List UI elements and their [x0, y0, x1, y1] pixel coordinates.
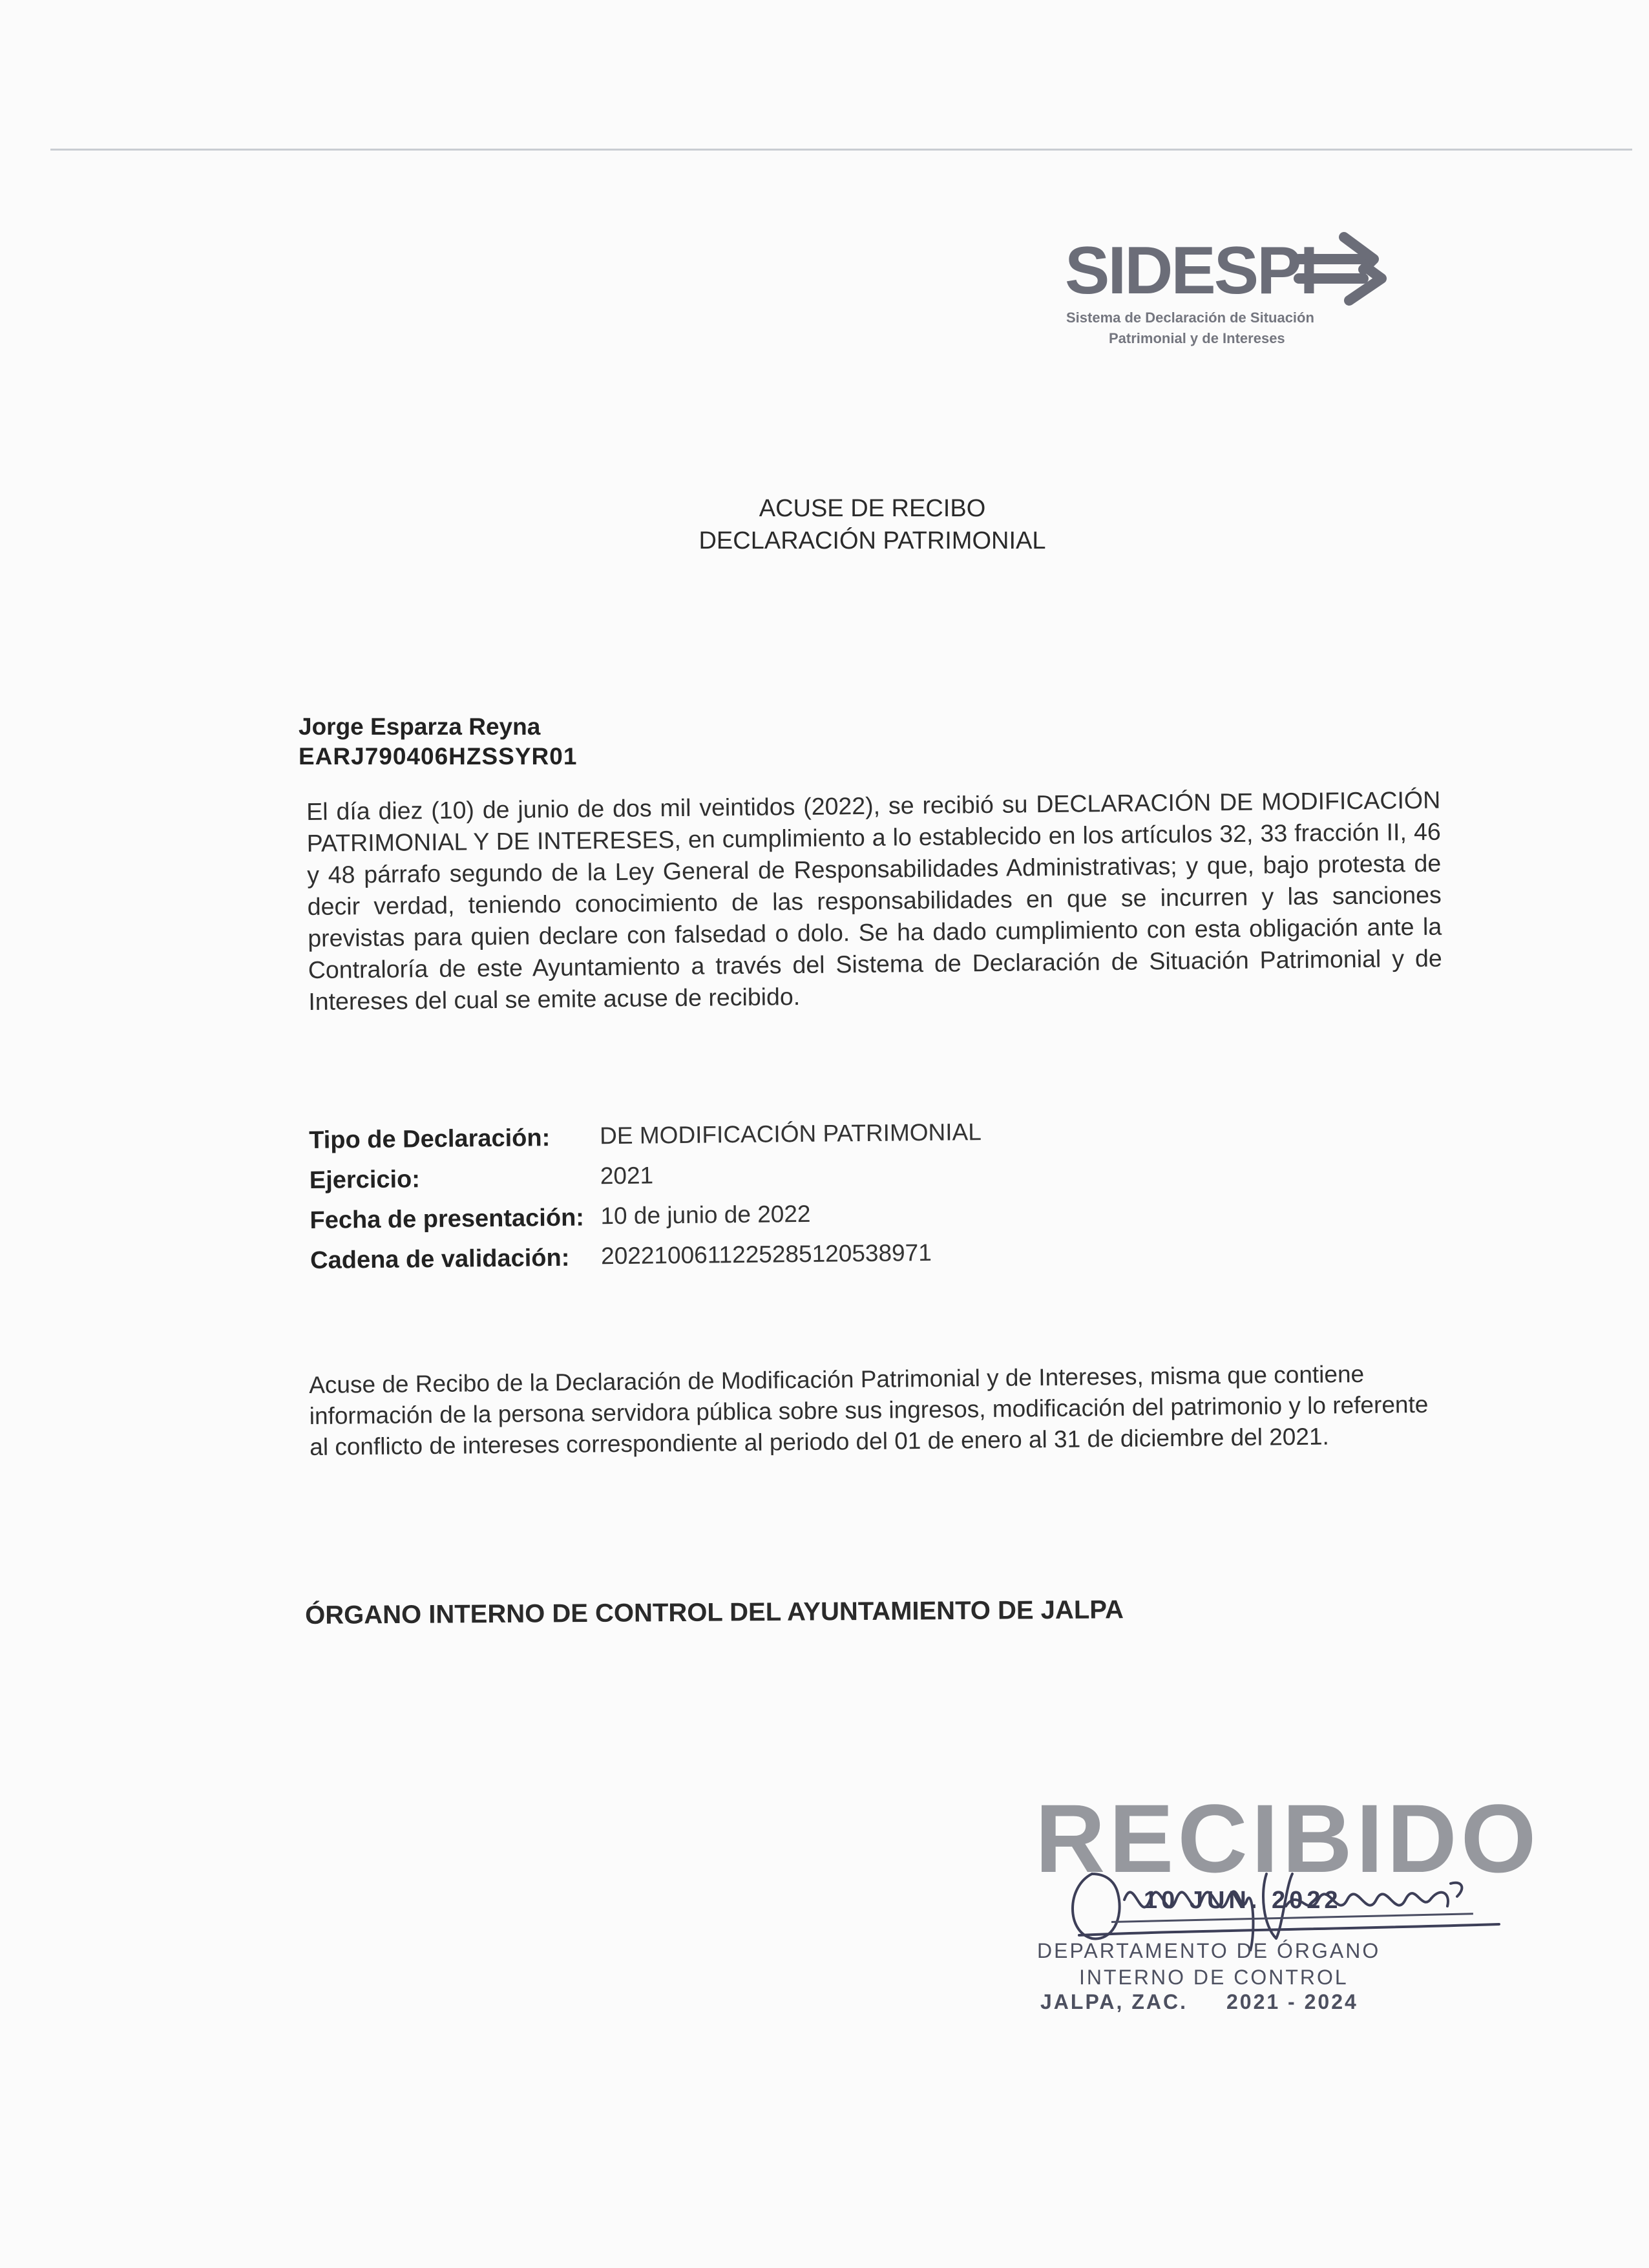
detail-value: DE MODIFICACIÓN PATRIMONIAL — [599, 1118, 982, 1150]
stamp-location-line — [1040, 1991, 1358, 2012]
stamp-period: 2021 - 2024 — [1226, 1990, 1358, 2013]
detail-value: 2022100611225285120538971 — [600, 1239, 932, 1270]
stamp-word: RECIBIDO — [1035, 1784, 1540, 1893]
detail-row-tipo — [308, 1118, 982, 1168]
logo-arrow-icon — [1291, 228, 1394, 312]
detail-label: Ejercicio: — [309, 1166, 421, 1194]
logo-wordmark: SIDESPI — [1065, 233, 1317, 308]
logo-subtitle-line1: Sistema de Declaración de Situación — [1066, 310, 1314, 326]
stamp-department-line2: INTERNO DE CONTROL — [1079, 1966, 1349, 1989]
document-title: ACUSE DE RECIBO — [759, 495, 986, 522]
top-rule — [50, 149, 1632, 151]
detail-label: Tipo de Declaración: — [308, 1124, 551, 1154]
detail-label: Fecha de presentación: — [310, 1204, 585, 1234]
stamp-place: JALPA, ZAC. — [1040, 1990, 1188, 2013]
declaration-details — [308, 1118, 982, 1288]
declarant-name: Jorge Esparza Reyna — [299, 713, 541, 740]
sidespi-logo — [1060, 223, 1396, 359]
summary-paragraph: Acuse de Recibo de la Declaración de Modificación Patrimonial y de Intereses, misma que contiene información de la persona servidora pública sobre sus ingresos, modificación del patrimonio y lo referente al conflicto de intereses correspondiente al periodo del 01 de enero al 31 de diciembre del 2021. — [309, 1360, 1429, 1460]
detail-label: Cadena de validación: — [310, 1244, 570, 1274]
detail-row-cadena — [310, 1239, 932, 1288]
stamp-department-line1: DEPARTAMENTO DE ÓRGANO — [1037, 1939, 1381, 1962]
document-subtitle: DECLARACIÓN PATRIMONIAL — [698, 527, 1046, 554]
body-paragraph: El día diez (10) de junio de dos mil veintidos (2022), se recibió su DECLARACIÓN DE MODIFICACIÓN PATRIMONIAL Y DE INTERESES, en cumplimiento a lo establecido en los artículos 32, 33 fracción II, 46 y 48 párrafo segundo de la Ley General de Responsabilidades Administrativas; y que, bajo protesta de decir verdad, teniendo conocimiento de las responsabilidades en que se incurren y las sanciones previstas para quien declare con falsedad o dolo. Se ha dado cumplimiento con esta obligación ante la Contraloría de este Ayuntamiento a través del Sistema de Declaración de Situación Patrimonial y de Intereses del cual se emite acuse de recibido. — [306, 786, 1442, 1015]
issuing-organ: ÓRGANO INTERNO DE CONTROL DEL AYUNTAMIENTO DE JALPA — [305, 1595, 1124, 1630]
detail-value: 10 de junio de 2022 — [600, 1200, 811, 1230]
logo-subtitle-line2: Patrimonial y de Intereses — [1109, 330, 1285, 346]
stamp-date: 10 JUN. 2022 — [1144, 1887, 1342, 1914]
detail-value: 2021 — [600, 1162, 654, 1190]
declarant-rfc: EARJ790406HZSSYR01 — [299, 743, 578, 770]
received-stamp — [1027, 1784, 1540, 2035]
